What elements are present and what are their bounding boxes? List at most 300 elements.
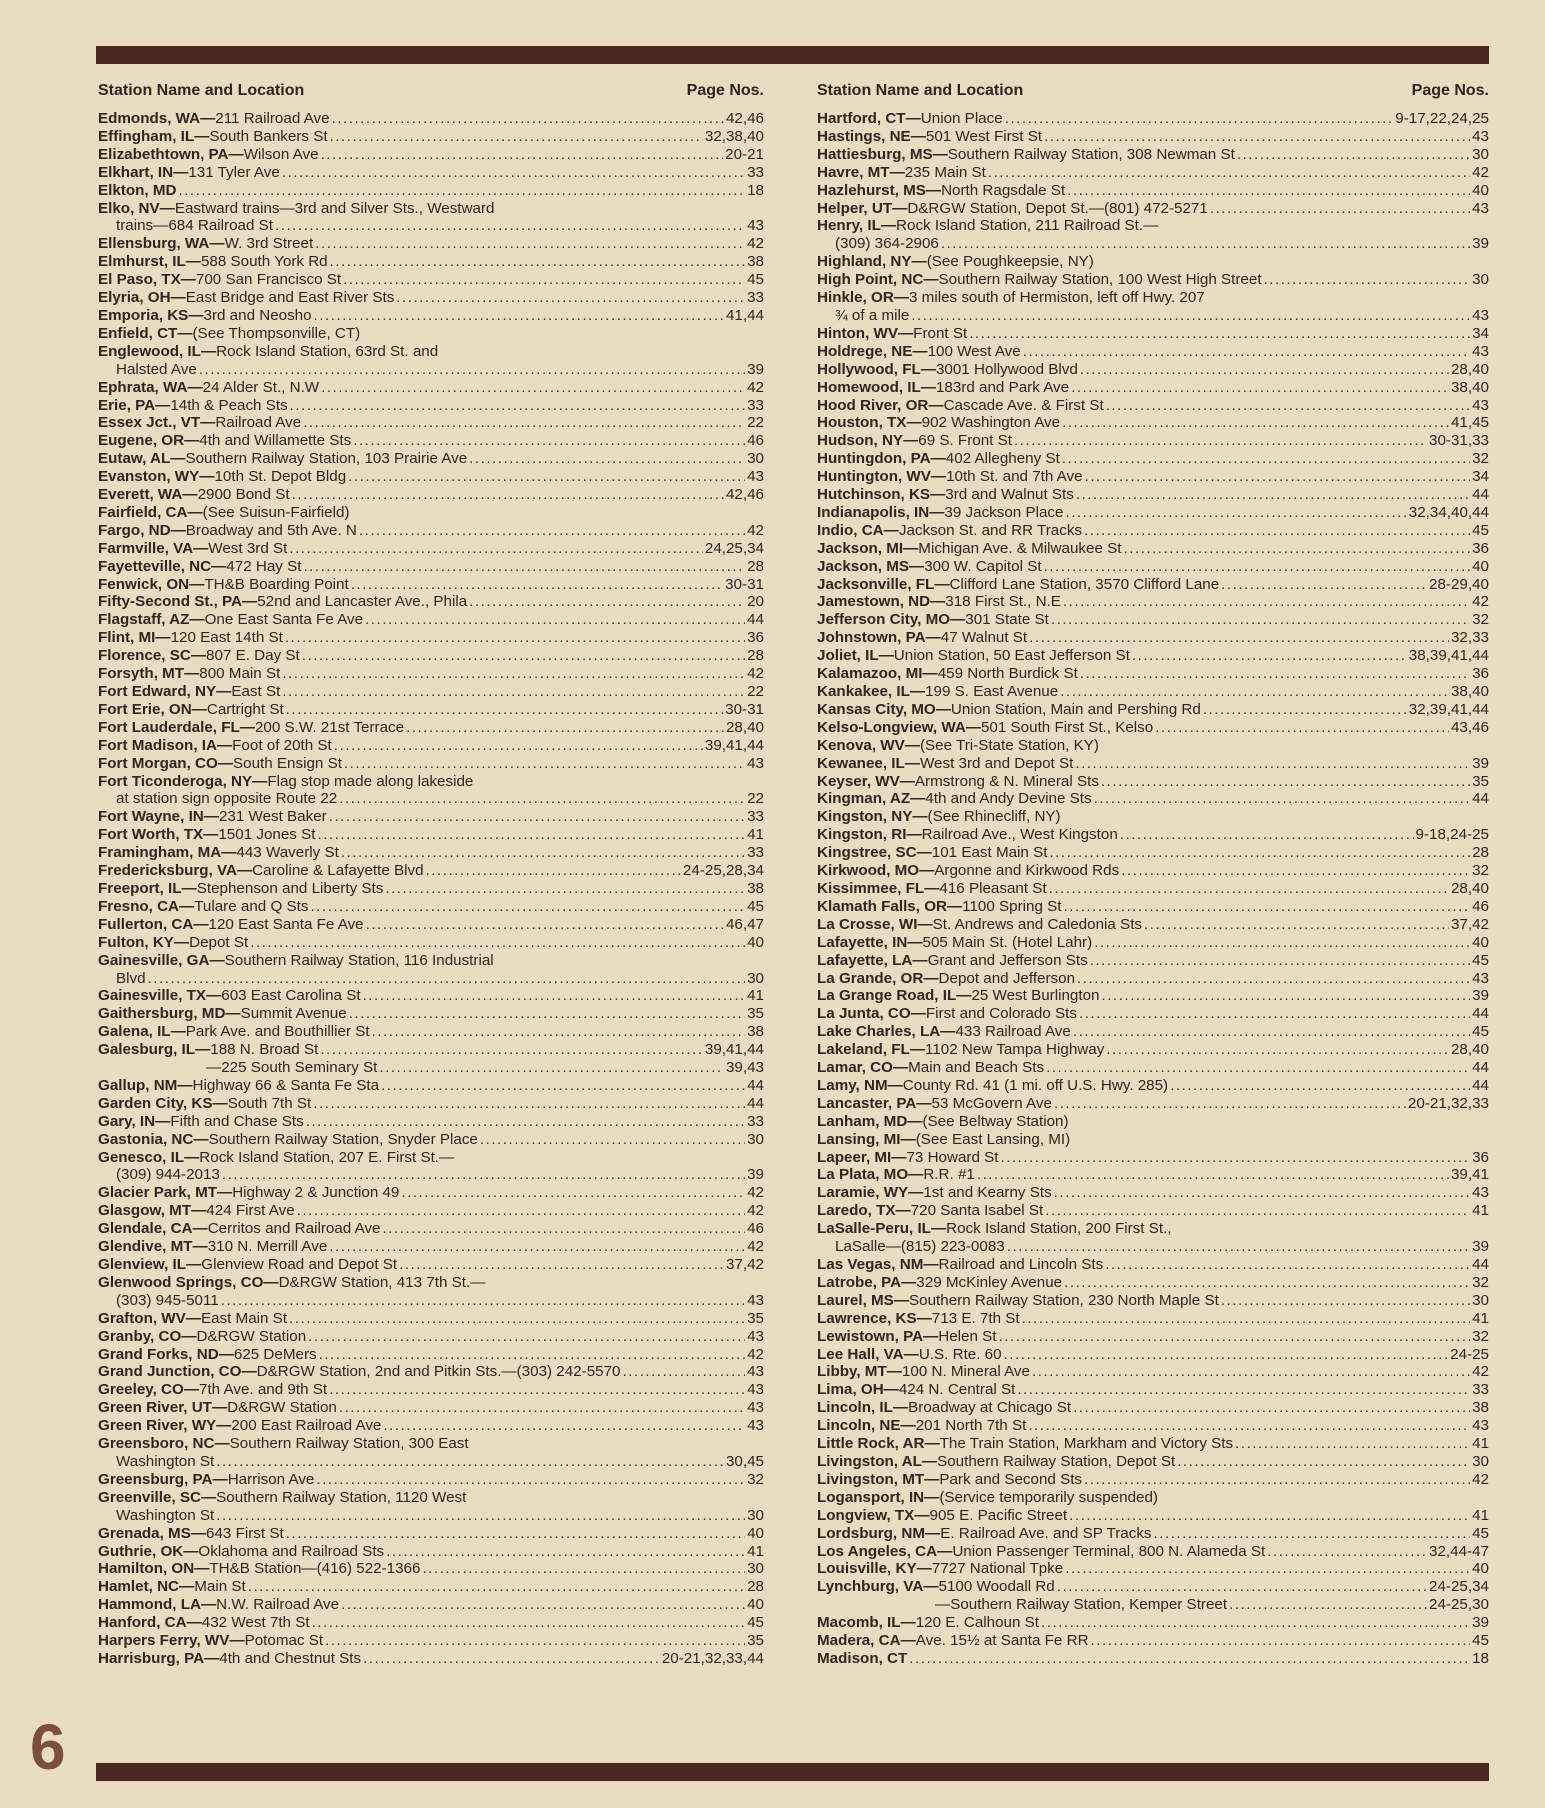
station-location-continued: Washington St xyxy=(116,1452,215,1470)
station-location: Main St xyxy=(194,1578,246,1596)
page-numbers: 46,47 xyxy=(725,915,764,933)
page-numbers: 39,41 xyxy=(1450,1166,1489,1184)
page-numbers: 38 xyxy=(1472,1399,1489,1417)
index-entry xyxy=(817,880,1489,898)
page-numbers: 22 xyxy=(747,683,764,700)
station-name: Hazlehurst, MS xyxy=(817,181,926,199)
index-entry xyxy=(817,970,1489,988)
entry-label xyxy=(817,1363,1030,1381)
entry-line xyxy=(817,1274,1489,1292)
entry-label xyxy=(817,253,1094,271)
station-name: Grafton, WV xyxy=(98,1309,186,1327)
em-dash: — xyxy=(909,1041,926,1059)
entry-label xyxy=(98,343,438,361)
entry-line xyxy=(98,343,764,361)
em-dash: — xyxy=(883,521,899,539)
dot-leader xyxy=(385,880,745,898)
index-entry xyxy=(817,576,1489,594)
dot-leader xyxy=(383,1417,745,1435)
entry-line xyxy=(98,1417,764,1435)
station-location: 199 S. East Avenue xyxy=(925,683,1059,700)
dot-leader xyxy=(292,486,724,504)
page-numbers: 30 xyxy=(1472,1452,1489,1470)
dot-leader xyxy=(317,826,745,844)
station-location: North Ragsdale St xyxy=(941,181,1066,199)
dot-leader xyxy=(1075,755,1470,773)
entry-line xyxy=(98,110,764,128)
station-location: Park Ave. and Bouthillier St xyxy=(185,1023,370,1041)
station-name: LaSalle-Peru, IL xyxy=(817,1220,931,1238)
index-entry xyxy=(98,576,764,594)
page-numbers: 39 xyxy=(1472,987,1489,1005)
em-dash: — xyxy=(200,110,216,127)
station-location: 101 East Main St xyxy=(931,844,1048,862)
em-dash: — xyxy=(909,557,925,575)
dot-leader xyxy=(365,611,745,629)
em-dash: — xyxy=(190,1524,207,1542)
station-location: Ave. 15½ at Santa Fe RR xyxy=(915,1632,1089,1650)
page-numbers: 45 xyxy=(747,271,764,289)
dot-leader xyxy=(383,1220,746,1238)
dot-leader xyxy=(911,307,1470,325)
em-dash: — xyxy=(193,915,209,933)
page-numbers: 41 xyxy=(1472,1202,1489,1220)
dot-leader xyxy=(1076,486,1470,504)
dot-leader xyxy=(1041,1614,1470,1632)
dot-leader xyxy=(303,414,745,432)
station-location-continued: —225 South Seminary St xyxy=(206,1059,378,1077)
index-entry xyxy=(817,826,1489,844)
station-name: Gastonia, NC xyxy=(98,1130,194,1148)
entry-line xyxy=(98,844,764,862)
station-location: 424 N. Central St xyxy=(898,1381,1016,1399)
page-numbers: 20-21,32,33 xyxy=(1407,1094,1489,1112)
entry-label xyxy=(98,665,280,683)
em-dash: — xyxy=(886,1363,902,1381)
entry-label xyxy=(98,1471,314,1489)
em-dash: — xyxy=(912,342,928,360)
em-dash: — xyxy=(925,629,941,647)
station-name: Logansport, IN xyxy=(817,1488,925,1506)
em-dash: — xyxy=(903,1345,919,1363)
page-numbers: 42 xyxy=(747,1238,764,1256)
entry-label xyxy=(98,1095,311,1113)
entry-label xyxy=(98,1435,469,1453)
em-dash: — xyxy=(263,1273,279,1291)
em-dash: — xyxy=(940,1023,956,1041)
index-entry xyxy=(817,934,1489,952)
index-entry xyxy=(98,1489,764,1525)
em-dash: — xyxy=(924,1435,940,1453)
index-entry xyxy=(817,414,1489,432)
entry-label xyxy=(817,844,1047,862)
page-numbers: 18 xyxy=(747,181,764,199)
entry-line xyxy=(98,701,764,719)
dot-leader xyxy=(222,1166,745,1184)
dot-leader xyxy=(348,468,745,486)
entry-label xyxy=(98,504,350,522)
index-entry xyxy=(817,1149,1489,1167)
station-location: Armstrong & N. Mineral Sts xyxy=(914,772,1099,790)
station-location: Union Passenger Terminal, 800 N. Alameda St xyxy=(952,1542,1266,1560)
em-dash: — xyxy=(177,1076,193,1094)
station-location: Depot St xyxy=(189,933,249,951)
dot-leader xyxy=(178,182,745,200)
entry-label xyxy=(817,987,1099,1005)
station-name: Kalamazoo, MI xyxy=(817,665,923,683)
entry-label xyxy=(817,110,1003,128)
station-name: Eutaw, AL xyxy=(98,450,171,468)
index-entry xyxy=(817,1256,1489,1274)
page-numbers: 30 xyxy=(747,969,764,987)
station-location: 1501 Jones St xyxy=(218,826,316,844)
em-dash: — xyxy=(217,754,233,772)
entry-line xyxy=(817,1131,1489,1149)
entry-continuation-line xyxy=(98,217,764,235)
station-name: Holdrege, NE xyxy=(817,342,913,360)
entry-label xyxy=(98,558,301,576)
station-name: Klamath Falls, OR xyxy=(817,897,947,915)
index-entry xyxy=(98,916,764,934)
station-name: Henry, IL xyxy=(817,217,881,235)
page-numbers: 44 xyxy=(1472,1059,1489,1077)
entry-label xyxy=(98,1578,246,1596)
em-dash: — xyxy=(893,289,909,307)
station-location: (See East Lansing, MI) xyxy=(915,1130,1071,1148)
station-name: Elkhart, IN xyxy=(98,163,174,181)
dot-leader xyxy=(1000,1149,1470,1167)
station-name: Essex Jct., VT xyxy=(98,414,201,432)
station-location: Caroline & Lafayette Blvd xyxy=(252,862,424,880)
entry-line xyxy=(98,1435,764,1453)
index-entry xyxy=(98,1023,764,1041)
em-dash: — xyxy=(924,879,940,897)
entry-label xyxy=(98,271,341,289)
page-numbers: 42 xyxy=(747,665,764,683)
dot-leader xyxy=(359,522,745,540)
entry-line xyxy=(98,1310,764,1328)
page-numbers: 46 xyxy=(747,432,764,450)
dot-leader xyxy=(1155,719,1449,737)
entry-label xyxy=(817,1632,1089,1650)
station-location: Argonne and Kirkwood Rds xyxy=(934,862,1120,880)
index-entry xyxy=(98,773,764,809)
page-numbers: 43 xyxy=(747,1399,764,1417)
entry-label xyxy=(817,647,1130,665)
dot-leader xyxy=(334,737,703,755)
em-dash: — xyxy=(889,163,905,181)
entry-line xyxy=(98,952,764,970)
entry-line xyxy=(98,987,764,1005)
entry-label xyxy=(817,1328,997,1346)
dot-leader xyxy=(366,916,724,934)
em-dash: — xyxy=(200,1596,217,1614)
entry-label xyxy=(98,325,360,343)
entry-label xyxy=(98,593,467,611)
entry-label xyxy=(817,1166,975,1184)
station-name: Gary, IN xyxy=(98,1112,156,1130)
dot-leader xyxy=(314,307,724,325)
page-numbers: 22 xyxy=(747,414,764,432)
entry-line xyxy=(98,1184,764,1202)
entry-label xyxy=(98,1328,306,1346)
page-numbers: 24,25,34 xyxy=(704,539,764,557)
entry-label xyxy=(817,1346,1002,1364)
dot-leader xyxy=(286,701,723,719)
dot-leader xyxy=(1004,1346,1449,1364)
station-name: Las Vegas, NM xyxy=(817,1256,924,1273)
entry-label xyxy=(98,128,328,146)
station-location: 24 Alder St., N.W xyxy=(202,378,320,396)
page-numbers: 45 xyxy=(747,1614,764,1632)
entry-line xyxy=(817,1202,1489,1220)
entry-label xyxy=(817,934,1092,952)
entry-line xyxy=(817,110,1489,128)
page-numbers: 32 xyxy=(747,1470,764,1488)
entry-line xyxy=(98,128,764,146)
em-dash: — xyxy=(182,486,198,504)
entry-line xyxy=(817,1023,1489,1041)
station-name: Helper, UT xyxy=(817,199,893,217)
em-dash: — xyxy=(895,1202,911,1220)
index-entry xyxy=(817,289,1489,325)
page-numbers: 20 xyxy=(747,593,764,611)
entry-label xyxy=(817,862,1119,880)
em-dash: — xyxy=(924,1488,940,1506)
index-entry xyxy=(98,307,764,325)
entry-line xyxy=(817,987,1489,1005)
station-location: 211 Railroad Ave xyxy=(215,110,330,127)
em-dash: — xyxy=(912,951,928,969)
station-location: 700 San Francisco St xyxy=(195,271,342,289)
station-name: Fort Edward, NY xyxy=(98,683,217,700)
station-name: Fifty-Second St., PA xyxy=(98,593,243,611)
entry-line xyxy=(98,611,764,629)
entry-label xyxy=(98,379,319,397)
dot-leader xyxy=(1170,1077,1470,1095)
page-numbers: 28 xyxy=(1472,844,1489,862)
entry-label xyxy=(817,1131,1070,1149)
station-name: Glenwood Springs, CO xyxy=(98,1273,264,1291)
entry-label xyxy=(817,1417,1026,1435)
entry-label xyxy=(817,146,1235,164)
dot-leader xyxy=(1067,182,1470,200)
station-name: Fort Ticonderoga, NY xyxy=(98,772,253,790)
page-numbers: 40 xyxy=(1472,181,1489,199)
page-numbers: 32 xyxy=(1472,611,1489,629)
entry-label xyxy=(817,558,1042,576)
entry-label xyxy=(817,1381,1015,1399)
station-name: Hartford, CT xyxy=(817,110,906,127)
index-entry xyxy=(817,1363,1489,1381)
station-location: 603 East Carolina St xyxy=(221,987,361,1005)
entry-label xyxy=(98,1184,399,1202)
entry-line xyxy=(817,1399,1489,1417)
station-location: Helen St xyxy=(938,1327,997,1345)
dot-leader xyxy=(1073,1399,1470,1417)
station-name: Kingston, RI xyxy=(817,826,907,844)
station-location: 200 S.W. 21st Terrace xyxy=(254,718,405,736)
entry-line xyxy=(98,1560,764,1578)
page-numbers: 39 xyxy=(1472,1614,1489,1632)
dot-leader xyxy=(282,164,745,182)
em-dash: — xyxy=(900,1632,916,1650)
entry-continuation-line xyxy=(817,235,1489,253)
station-location: 300 W. Capitol St xyxy=(924,557,1042,575)
index-entry xyxy=(817,146,1489,164)
em-dash: — xyxy=(239,718,255,736)
em-dash: — xyxy=(946,897,963,915)
dot-leader xyxy=(399,1256,724,1274)
em-dash: — xyxy=(914,1506,930,1524)
index-entry xyxy=(817,217,1489,253)
index-entry xyxy=(817,593,1489,611)
station-name: Jackson, MI xyxy=(817,539,904,557)
dot-leader xyxy=(396,289,745,307)
station-location: 10th St. Depot Bldg xyxy=(214,468,347,486)
station-name: Elyria, OH xyxy=(98,289,171,307)
em-dash: — xyxy=(892,1059,909,1077)
station-location: Rock Island Station, 200 First St., xyxy=(946,1220,1172,1238)
em-dash: — xyxy=(190,647,207,665)
station-name: Garden City, KS xyxy=(98,1094,213,1112)
dot-leader xyxy=(988,164,1470,182)
station-name: Hattiesburg, MS xyxy=(817,145,933,163)
station-name: Indianapolis, IN xyxy=(817,503,930,521)
entry-label xyxy=(98,629,283,647)
index-entry xyxy=(817,647,1489,665)
entry-label xyxy=(817,1507,1067,1525)
station-location: (See Rhinecliff, NY) xyxy=(927,808,1061,826)
index-entry xyxy=(817,755,1489,773)
page-numbers: 43 xyxy=(1472,396,1489,414)
em-dash: — xyxy=(922,665,938,683)
dot-leader xyxy=(1123,540,1470,558)
station-name: Lynchburg, VA xyxy=(817,1578,924,1596)
entry-line xyxy=(817,1632,1489,1650)
em-dash: — xyxy=(241,1363,257,1381)
page-numbers: 38,40 xyxy=(1450,378,1489,396)
station-name: Jackson, MS xyxy=(817,557,910,575)
dot-leader xyxy=(1080,361,1449,379)
entry-label xyxy=(817,1023,1071,1041)
station-location: 329 McKinley Avenue xyxy=(916,1273,1063,1291)
entry-label xyxy=(98,110,330,128)
dot-leader xyxy=(306,1113,745,1131)
station-name: Hastings, NE xyxy=(817,127,911,145)
em-dash: — xyxy=(216,736,233,754)
dot-leader xyxy=(1032,1363,1470,1381)
station-location-continued: Washington St xyxy=(116,1506,215,1524)
index-entry xyxy=(98,253,764,271)
entry-label xyxy=(817,808,1061,826)
station-name: Lafayette, IN xyxy=(817,933,908,951)
dot-leader xyxy=(1071,379,1449,397)
page-numbers: 42 xyxy=(1472,163,1489,181)
dot-leader xyxy=(216,1507,745,1525)
station-name: Kissimmee, FL xyxy=(817,879,925,897)
index-entry xyxy=(817,1292,1489,1310)
entry-label xyxy=(98,1381,327,1399)
index-entry xyxy=(817,1328,1489,1346)
dot-leader xyxy=(332,110,724,128)
page-numbers: 40 xyxy=(747,933,764,951)
page-numbers: 32 xyxy=(1472,1327,1489,1345)
station-name: Fulton, KY xyxy=(98,933,174,951)
entry-line xyxy=(817,970,1489,988)
page-numbers: 41 xyxy=(1472,1506,1489,1524)
index-entry xyxy=(98,1220,764,1238)
station-name: Hanford, CA xyxy=(98,1614,187,1632)
entry-line xyxy=(817,1292,1489,1310)
index-entry xyxy=(817,504,1489,522)
station-name: Jefferson City, MO xyxy=(817,611,951,629)
em-dash: — xyxy=(883,1381,899,1399)
index-entry xyxy=(98,952,764,988)
station-name: Gallup, NM xyxy=(98,1076,178,1094)
index-entry xyxy=(98,647,764,665)
station-name: Farmville, VA xyxy=(98,539,194,557)
index-entry xyxy=(817,540,1489,558)
dot-leader xyxy=(1105,1256,1470,1274)
station-name: Gaithersburg, MD xyxy=(98,1005,226,1023)
station-location: Highway 2 & Junction 49 xyxy=(232,1184,400,1202)
index-entry xyxy=(817,1435,1489,1453)
entry-line xyxy=(817,182,1489,200)
station-name: El Paso, TX xyxy=(98,271,181,289)
station-name: Framingham, MA xyxy=(98,844,222,862)
dot-leader xyxy=(941,235,1470,253)
station-name: Kewanee, IL xyxy=(817,754,905,772)
page-numbers: 36 xyxy=(1472,665,1489,683)
entry-line xyxy=(98,540,764,558)
dot-leader xyxy=(1094,934,1470,952)
index-entry xyxy=(817,1381,1489,1399)
page-numbers: 41 xyxy=(747,826,764,844)
entry-label xyxy=(817,271,1262,289)
entry-label xyxy=(817,880,1047,898)
index-entry xyxy=(98,629,764,647)
dot-leader xyxy=(1229,1596,1427,1614)
dot-leader xyxy=(1057,1578,1427,1596)
entry-line xyxy=(98,1632,764,1650)
em-dash: — xyxy=(214,1435,230,1453)
entry-line xyxy=(98,1381,764,1399)
index-entry xyxy=(817,987,1489,1005)
index-entry xyxy=(98,468,764,486)
entry-line xyxy=(98,235,764,253)
page-numbers: 20-21 xyxy=(725,145,764,163)
right-entry-list xyxy=(817,110,1489,1668)
em-dash: — xyxy=(910,790,926,808)
dot-leader xyxy=(1063,593,1470,611)
entry-line xyxy=(817,146,1489,164)
page-numbers: 24-25,28,34 xyxy=(682,862,764,880)
em-dash: — xyxy=(218,1345,234,1363)
dot-leader xyxy=(1005,110,1394,128)
page-numbers: 35 xyxy=(1472,772,1489,790)
entry-label xyxy=(817,1113,1069,1131)
index-entry xyxy=(98,164,764,182)
em-dash: — xyxy=(187,378,203,396)
page-numbers: 38 xyxy=(747,879,764,897)
page-numbers: 38,39,41,44 xyxy=(1408,647,1489,665)
dot-leader xyxy=(480,1131,745,1149)
em-dash: — xyxy=(185,253,201,271)
dot-leader xyxy=(1049,844,1470,862)
index-entry xyxy=(817,182,1489,200)
page-numbers: 43 xyxy=(747,1381,764,1399)
